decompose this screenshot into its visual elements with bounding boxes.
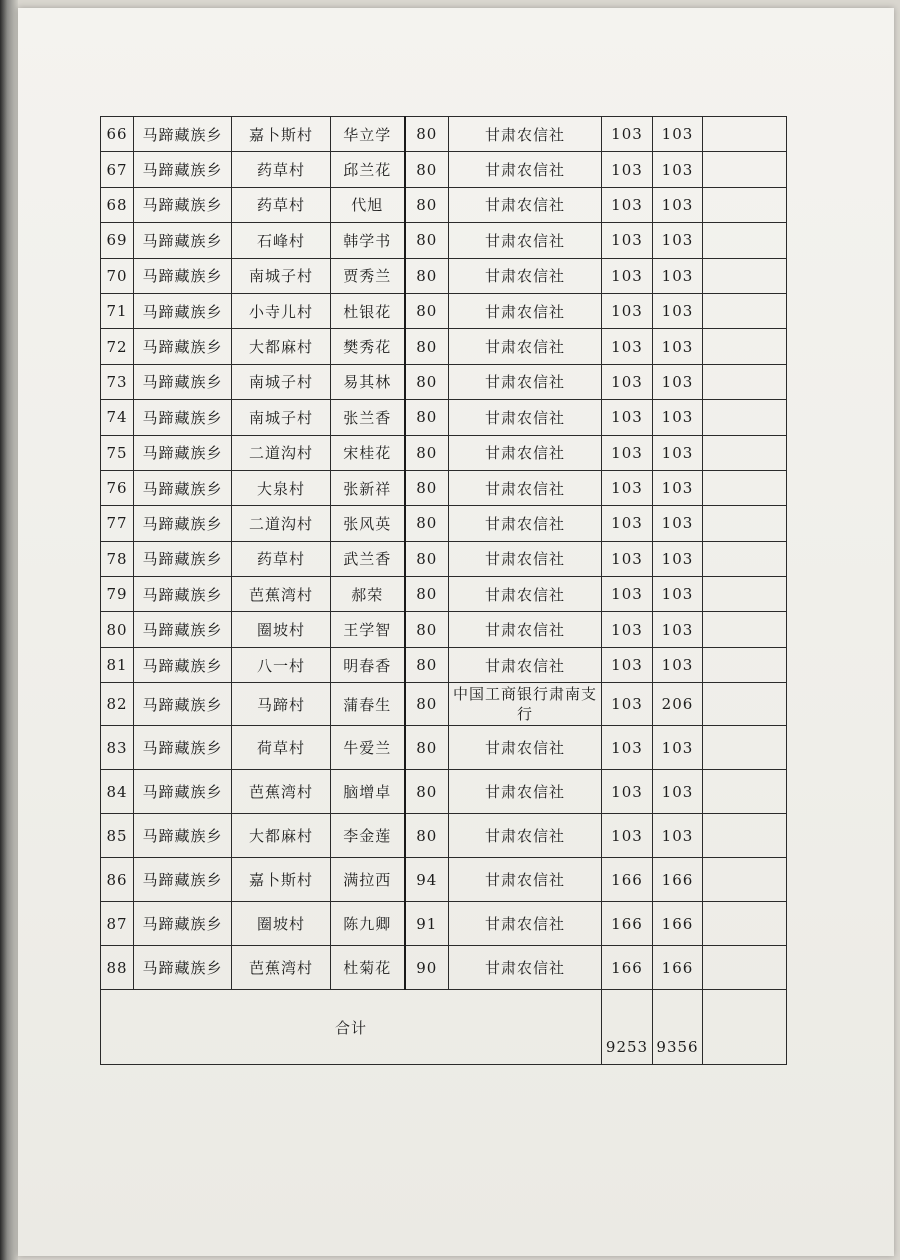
remark-cell: [703, 858, 787, 902]
township-cell: 马蹄藏族乡: [134, 293, 232, 328]
person-name-cell: 樊秀花: [331, 329, 405, 364]
table-row: [101, 612, 787, 647]
total-label: 合计: [101, 990, 602, 1065]
amount-paid-cell: 103: [653, 506, 703, 541]
age-cell: 80: [405, 577, 449, 612]
row-number: 76: [101, 470, 134, 505]
remark-cell: [703, 683, 787, 726]
amount-standard-cell: 103: [602, 152, 653, 187]
remark-cell: [703, 577, 787, 612]
person-name-cell: 代旭: [331, 187, 405, 222]
age-cell: 80: [405, 187, 449, 222]
age-cell: 80: [405, 647, 449, 682]
age-cell: 80: [405, 726, 449, 770]
age-cell: 80: [405, 435, 449, 470]
bank-cell: 甘肃农信社: [449, 726, 602, 770]
age-cell: 80: [405, 470, 449, 505]
bank-cell: 甘肃农信社: [449, 364, 602, 399]
amount-standard-cell: 166: [602, 902, 653, 946]
scan-left-edge: [0, 0, 18, 1260]
amount-paid-cell: 103: [653, 187, 703, 222]
person-name-cell: 陈九卿: [331, 902, 405, 946]
remark-cell: [703, 506, 787, 541]
table-row: [101, 683, 787, 726]
row-number: 68: [101, 187, 134, 222]
amount-standard-cell: 103: [602, 726, 653, 770]
amount-paid-cell: 103: [653, 577, 703, 612]
person-name-cell: 武兰香: [331, 541, 405, 576]
row-number: 73: [101, 364, 134, 399]
amount-paid-cell: 103: [653, 435, 703, 470]
age-cell: 80: [405, 814, 449, 858]
bank-cell: 甘肃农信社: [449, 902, 602, 946]
table-row: [101, 258, 787, 293]
bank-cell: 甘肃农信社: [449, 293, 602, 328]
bank-cell: 甘肃农信社: [449, 506, 602, 541]
person-name-cell: 贾秀兰: [331, 258, 405, 293]
amount-standard-cell: 103: [602, 293, 653, 328]
amount-paid-cell: 103: [653, 258, 703, 293]
township-cell: 马蹄藏族乡: [134, 814, 232, 858]
village-cell: 芭蕉湾村: [232, 577, 331, 612]
village-cell: 石峰村: [232, 223, 331, 258]
remark-cell: [703, 364, 787, 399]
table-row: [101, 770, 787, 814]
amount-paid-cell: 103: [653, 329, 703, 364]
amount-paid-cell: 103: [653, 726, 703, 770]
amount-standard-cell: 103: [602, 683, 653, 726]
total-remark-cell: [703, 990, 787, 1065]
village-cell: 嘉卜斯村: [232, 858, 331, 902]
row-number: 87: [101, 902, 134, 946]
bank-cell: 甘肃农信社: [449, 400, 602, 435]
remark-cell: [703, 223, 787, 258]
village-cell: 马蹄村: [232, 683, 331, 726]
village-cell: 圈坡村: [232, 902, 331, 946]
person-name-cell: 张风英: [331, 506, 405, 541]
village-cell: 圈坡村: [232, 612, 331, 647]
remark-cell: [703, 902, 787, 946]
age-cell: 80: [405, 612, 449, 647]
total-row: [101, 990, 787, 1065]
bank-cell: 甘肃农信社: [449, 770, 602, 814]
age-cell: 80: [405, 223, 449, 258]
age-cell: 80: [405, 117, 449, 152]
remark-cell: [703, 814, 787, 858]
township-cell: 马蹄藏族乡: [134, 435, 232, 470]
township-cell: 马蹄藏族乡: [134, 902, 232, 946]
amount-paid-cell: 103: [653, 647, 703, 682]
table-row: [101, 187, 787, 222]
bank-cell: 甘肃农信社: [449, 258, 602, 293]
age-cell: 90: [405, 946, 449, 990]
amount-paid-cell: 103: [653, 152, 703, 187]
village-cell: 八一村: [232, 647, 331, 682]
age-cell: 80: [405, 770, 449, 814]
table-row: [101, 435, 787, 470]
village-cell: 南城子村: [232, 258, 331, 293]
table-row: [101, 293, 787, 328]
person-name-cell: 蒲春生: [331, 683, 405, 726]
township-cell: 马蹄藏族乡: [134, 858, 232, 902]
township-cell: 马蹄藏族乡: [134, 329, 232, 364]
person-name-cell: 杜菊花: [331, 946, 405, 990]
amount-standard-cell: 103: [602, 541, 653, 576]
person-name-cell: 张新祥: [331, 470, 405, 505]
age-cell: 80: [405, 400, 449, 435]
remark-cell: [703, 946, 787, 990]
row-number: 69: [101, 223, 134, 258]
table-row: [101, 329, 787, 364]
township-cell: 马蹄藏族乡: [134, 470, 232, 505]
bank-cell: 甘肃农信社: [449, 814, 602, 858]
village-cell: 药草村: [232, 541, 331, 576]
remark-cell: [703, 770, 787, 814]
bank-cell: 甘肃农信社: [449, 117, 602, 152]
row-number: 84: [101, 770, 134, 814]
township-cell: 马蹄藏族乡: [134, 187, 232, 222]
row-number: 77: [101, 506, 134, 541]
row-number: 82: [101, 683, 134, 726]
amount-paid-cell: 103: [653, 612, 703, 647]
row-number: 67: [101, 152, 134, 187]
township-cell: 马蹄藏族乡: [134, 223, 232, 258]
township-cell: 马蹄藏族乡: [134, 726, 232, 770]
amount-paid-cell: 103: [653, 117, 703, 152]
township-cell: 马蹄藏族乡: [134, 612, 232, 647]
amount-paid-cell: 103: [653, 814, 703, 858]
row-number: 88: [101, 946, 134, 990]
remark-cell: [703, 258, 787, 293]
bank-cell: 甘肃农信社: [449, 647, 602, 682]
bank-cell: 甘肃农信社: [449, 152, 602, 187]
table-row: [101, 814, 787, 858]
amount-paid-cell: 103: [653, 470, 703, 505]
row-number: 71: [101, 293, 134, 328]
amount-standard-cell: 103: [602, 187, 653, 222]
bank-cell: 中国工商银行肃南支行: [449, 683, 602, 726]
remark-cell: [703, 293, 787, 328]
village-cell: 小寺儿村: [232, 293, 331, 328]
bank-cell: 甘肃农信社: [449, 187, 602, 222]
person-name-cell: 王学智: [331, 612, 405, 647]
person-name-cell: 华立学: [331, 117, 405, 152]
bank-cell: 甘肃农信社: [449, 612, 602, 647]
table-row: [101, 506, 787, 541]
amount-paid-cell: 166: [653, 902, 703, 946]
person-name-cell: 宋桂花: [331, 435, 405, 470]
table-row: [101, 577, 787, 612]
village-cell: 二道沟村: [232, 435, 331, 470]
age-cell: 80: [405, 683, 449, 726]
age-cell: 94: [405, 858, 449, 902]
age-cell: 80: [405, 293, 449, 328]
amount-paid-cell: 103: [653, 400, 703, 435]
remark-cell: [703, 187, 787, 222]
amount-standard-cell: 103: [602, 329, 653, 364]
amount-paid-cell: 166: [653, 858, 703, 902]
table-row: [101, 647, 787, 682]
amount-standard-cell: 103: [602, 258, 653, 293]
township-cell: 马蹄藏族乡: [134, 400, 232, 435]
township-cell: 马蹄藏族乡: [134, 364, 232, 399]
row-number: 80: [101, 612, 134, 647]
village-cell: 嘉卜斯村: [232, 117, 331, 152]
age-cell: 80: [405, 506, 449, 541]
table-row: [101, 902, 787, 946]
amount-standard-cell: 103: [602, 470, 653, 505]
bank-cell: 甘肃农信社: [449, 470, 602, 505]
table-row: [101, 726, 787, 770]
amount-standard-cell: 103: [602, 577, 653, 612]
row-number: 83: [101, 726, 134, 770]
remark-cell: [703, 541, 787, 576]
row-number: 75: [101, 435, 134, 470]
amount-paid-cell: 103: [653, 293, 703, 328]
subsidy-table: [100, 116, 787, 1065]
amount-paid-cell: 103: [653, 364, 703, 399]
amount-paid-cell: 103: [653, 770, 703, 814]
village-cell: 荷草村: [232, 726, 331, 770]
amount-standard-cell: 103: [602, 435, 653, 470]
amount-paid-cell: 166: [653, 946, 703, 990]
amount-standard-cell: 103: [602, 612, 653, 647]
remark-cell: [703, 470, 787, 505]
amount-standard-cell: 166: [602, 858, 653, 902]
village-cell: 药草村: [232, 152, 331, 187]
township-cell: 马蹄藏族乡: [134, 152, 232, 187]
table-row: [101, 117, 787, 152]
table-body: [101, 117, 787, 1065]
age-cell: 80: [405, 364, 449, 399]
row-number: 85: [101, 814, 134, 858]
person-name-cell: 韩学书: [331, 223, 405, 258]
bank-cell: 甘肃农信社: [449, 435, 602, 470]
person-name-cell: 杜银花: [331, 293, 405, 328]
amount-standard-cell: 166: [602, 946, 653, 990]
row-number: 70: [101, 258, 134, 293]
bank-cell: 甘肃农信社: [449, 329, 602, 364]
person-name-cell: 张兰香: [331, 400, 405, 435]
row-number: 78: [101, 541, 134, 576]
village-cell: 南城子村: [232, 364, 331, 399]
amount-paid-cell: 103: [653, 223, 703, 258]
amount-standard-cell: 103: [602, 647, 653, 682]
row-number: 72: [101, 329, 134, 364]
age-cell: 80: [405, 152, 449, 187]
village-cell: 南城子村: [232, 400, 331, 435]
township-cell: 马蹄藏族乡: [134, 577, 232, 612]
township-cell: 马蹄藏族乡: [134, 541, 232, 576]
amount-standard-cell: 103: [602, 814, 653, 858]
bank-cell: 甘肃农信社: [449, 223, 602, 258]
total-standard-amount: 9253: [602, 990, 653, 1065]
remark-cell: [703, 647, 787, 682]
remark-cell: [703, 726, 787, 770]
person-name-cell: 明春香: [331, 647, 405, 682]
person-name-cell: 邱兰花: [331, 152, 405, 187]
age-cell: 80: [405, 258, 449, 293]
bank-cell: 甘肃农信社: [449, 858, 602, 902]
amount-standard-cell: 103: [602, 364, 653, 399]
row-number: 74: [101, 400, 134, 435]
amount-standard-cell: 103: [602, 400, 653, 435]
person-name-cell: 满拉西: [331, 858, 405, 902]
village-cell: 大泉村: [232, 470, 331, 505]
amount-standard-cell: 103: [602, 770, 653, 814]
township-cell: 马蹄藏族乡: [134, 770, 232, 814]
age-cell: 80: [405, 329, 449, 364]
village-cell: 大都麻村: [232, 814, 331, 858]
amount-standard-cell: 103: [602, 117, 653, 152]
table-row: [101, 152, 787, 187]
bank-cell: 甘肃农信社: [449, 541, 602, 576]
township-cell: 马蹄藏族乡: [134, 683, 232, 726]
bank-cell: 甘肃农信社: [449, 577, 602, 612]
table-row: [101, 470, 787, 505]
total-paid-amount: 9356: [653, 990, 703, 1065]
bank-cell: 甘肃农信社: [449, 946, 602, 990]
person-name-cell: 郝荣: [331, 577, 405, 612]
table-row: [101, 364, 787, 399]
township-cell: 马蹄藏族乡: [134, 946, 232, 990]
person-name-cell: 易其林: [331, 364, 405, 399]
village-cell: 药草村: [232, 187, 331, 222]
age-cell: 91: [405, 902, 449, 946]
person-name-cell: 李金莲: [331, 814, 405, 858]
village-cell: 芭蕉湾村: [232, 770, 331, 814]
amount-standard-cell: 103: [602, 506, 653, 541]
township-cell: 马蹄藏族乡: [134, 258, 232, 293]
amount-standard-cell: 103: [602, 223, 653, 258]
row-number: 79: [101, 577, 134, 612]
row-number: 81: [101, 647, 134, 682]
remark-cell: [703, 435, 787, 470]
township-cell: 马蹄藏族乡: [134, 506, 232, 541]
table-row: [101, 946, 787, 990]
village-cell: 大都麻村: [232, 329, 331, 364]
amount-paid-cell: 206: [653, 683, 703, 726]
amount-paid-cell: 103: [653, 541, 703, 576]
table-row: [101, 223, 787, 258]
row-number: 86: [101, 858, 134, 902]
township-cell: 马蹄藏族乡: [134, 647, 232, 682]
remark-cell: [703, 400, 787, 435]
township-cell: 马蹄藏族乡: [134, 117, 232, 152]
table-row: [101, 858, 787, 902]
row-number: 66: [101, 117, 134, 152]
village-cell: 二道沟村: [232, 506, 331, 541]
village-cell: 芭蕉湾村: [232, 946, 331, 990]
remark-cell: [703, 117, 787, 152]
table-row: [101, 541, 787, 576]
person-name-cell: 脑增卓: [331, 770, 405, 814]
remark-cell: [703, 152, 787, 187]
person-name-cell: 牛爱兰: [331, 726, 405, 770]
remark-cell: [703, 612, 787, 647]
age-cell: 80: [405, 541, 449, 576]
table-row: [101, 400, 787, 435]
remark-cell: [703, 329, 787, 364]
